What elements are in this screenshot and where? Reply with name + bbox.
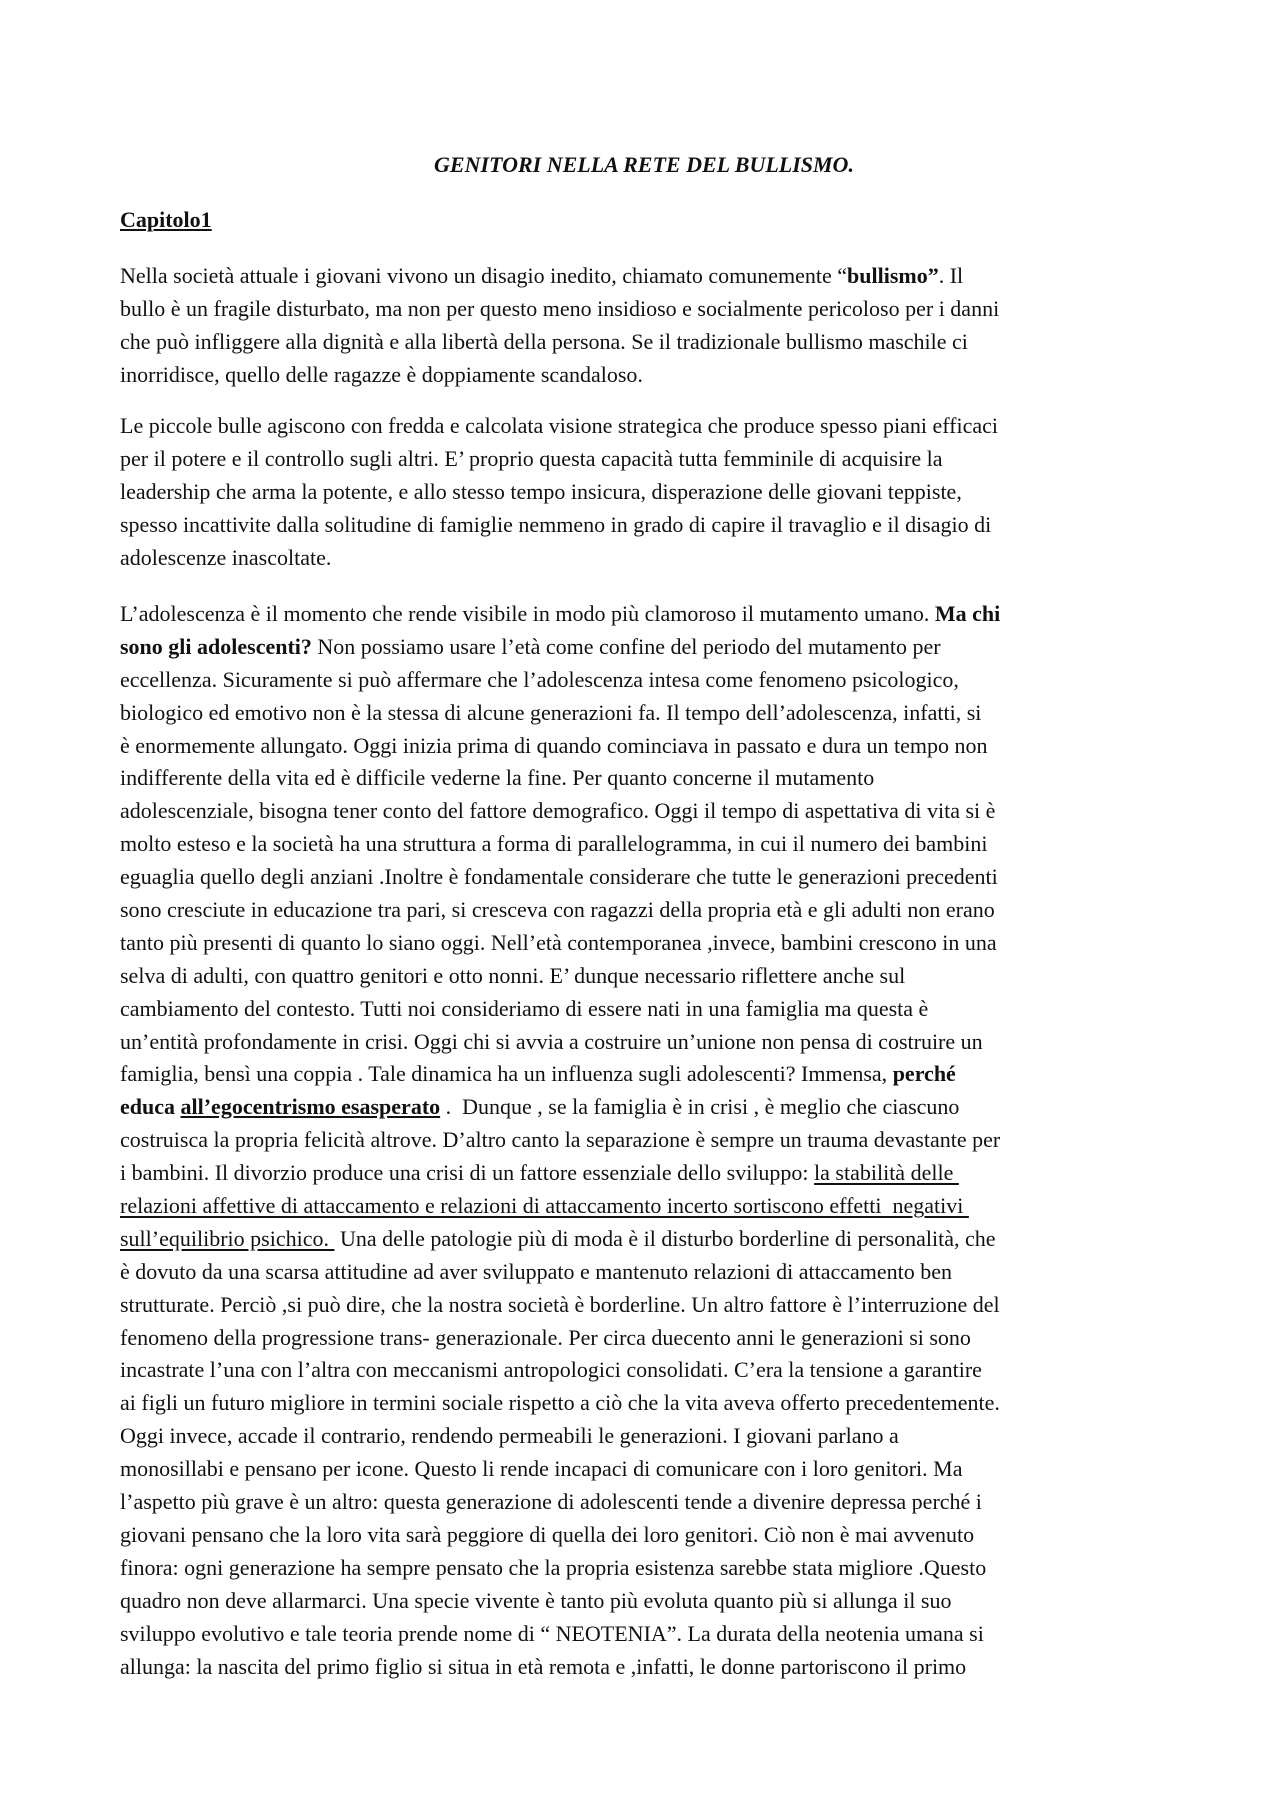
paragraph-line: selva di adulti, con quattro genitori e otto nonni. E’ dunque necessario riflettere anche sul bbox=[120, 962, 906, 988]
underlined-passage: relazioni affettive di attaccamento e relazioni di attaccamento incerto sortiscono effetti negativi bbox=[120, 1193, 969, 1219]
paragraph-line: L’adolescenza è il momento che rende visibile in modo più clamoroso il mutamento umano. Ma chi bbox=[120, 601, 1001, 626]
paragraph-line: per il potere e il controllo sugli altri. E’ proprio questa capacità tutta femminile di acquisire la bbox=[120, 445, 943, 471]
paragraph-line: ai figli un futuro migliore in termini sociale rispetto a ciò che la vita aveva offerto precedentemente. bbox=[120, 1390, 1000, 1416]
paragraph-line: bullo è un fragile disturbato, ma non per questo meno insidioso e socialmente pericoloso per i danni bbox=[120, 295, 1000, 321]
chapter-heading: Capitolo1 bbox=[120, 207, 212, 232]
paragraph-line: adolescenziale, bisogna tener conto del fattore demografico. Oggi il tempo di aspettativa di vita si è bbox=[120, 798, 996, 824]
bold-phrase: perché bbox=[892, 1061, 956, 1087]
paragraph-2 bbox=[120, 410, 1170, 574]
paragraph-line: biologico ed emotivo non è la stessa di alcune generazioni fa. Il tempo dell’adolescenza, infatti, si bbox=[120, 699, 982, 725]
paragraph-line: adolescenze inascoltate. bbox=[120, 544, 332, 570]
paragraph-line: sono cresciute in educazione tra pari, si cresceva con ragazzi della propria età e gli adulti non erano bbox=[120, 897, 995, 923]
paragraph-line: molto esteso e la società ha una struttura a forma di parallelogramma, in cui il numero dei bambini bbox=[120, 831, 988, 857]
paragraph-1 bbox=[120, 260, 1170, 392]
paragraph-3 bbox=[120, 598, 1170, 1683]
bold-phrase: educa bbox=[120, 1094, 181, 1120]
paragraph-line: educa all’egocentrismo esasperato . Dunque , se la famiglia è in crisi , è meglio che ciascuno bbox=[120, 1094, 960, 1120]
bold-question: sono gli adolescenti? bbox=[120, 633, 312, 659]
paragraph-line: che può infliggere alla dignità e alla libertà della persona. Se il tradizionale bullismo maschile ci bbox=[120, 328, 968, 354]
bold-question: Ma chi bbox=[934, 601, 1001, 626]
paragraph-line: eccellenza. Sicuramente si può affermare che l’adolescenza intesa come fenomeno psicologico, bbox=[120, 666, 959, 692]
paragraph-line: Nella società attuale i giovani vivono un disagio inedito, chiamato comunemente “bullismo”. Il bbox=[120, 263, 964, 288]
paragraph-line: Le piccole bulle agiscono con fredda e calcolata visione strategica che produce spesso piani efficaci bbox=[120, 413, 998, 438]
paragraph-line: fenomeno della progressione trans- generazionale. Per circa duecento anni le generazioni si sono bbox=[120, 1324, 971, 1350]
paragraph-line: quadro non deve allarmarci. Una specie vivente è tanto più evoluta quanto più si allunga il suo bbox=[120, 1587, 952, 1613]
paragraph-line: cambiamento del contesto. Tutti noi consideriamo di essere nati in una famiglia ma questa è bbox=[120, 995, 929, 1021]
paragraph-line: costruisca la propria felicità altrove. D’altro canto la separazione è sempre un trauma devastante per bbox=[120, 1127, 1001, 1153]
paragraph-line: tanto più presenti di quanto lo siano oggi. Nell’età contemporanea ,invece, bambini crescono in una bbox=[120, 929, 997, 955]
paragraph-line: famiglia, bensì una coppia . Tale dinamica ha un influenza sugli adolescenti? Immensa, perché bbox=[120, 1061, 956, 1087]
paragraph-line: giovani pensano che la loro vita sarà peggiore di quella dei loro genitori. Ciò non è mai avvenuto bbox=[120, 1521, 975, 1547]
underlined-passage: la stabilità delle bbox=[814, 1160, 959, 1186]
paragraph-line: l’aspetto più grave è un altro: questa generazione di adolescenti tende a divenire depressa perché i bbox=[120, 1489, 982, 1515]
paragraph-line: i bambini. Il divorzio produce una crisi di un fattore essenziale dello sviluppo: la stabilità delle bbox=[120, 1160, 959, 1186]
paragraph-line: è dovuto da una scarsa attitudine ad aver sviluppato e mantenuto relazioni di attaccamento ben bbox=[120, 1258, 953, 1284]
paragraph-line: Oggi invece, accade il contrario, rendendo permeabili le generazioni. I giovani parlano a bbox=[120, 1423, 899, 1449]
bold-term: bullismo” bbox=[847, 263, 939, 288]
paragraph-line: eguaglia quello degli anziani .Inoltre è fondamentale considerare che tutte le generazioni precedenti bbox=[120, 864, 998, 890]
paragraph-line: leadership che arma la potente, e allo stesso tempo insicura, disperazione delle giovani teppiste, bbox=[120, 478, 962, 504]
paragraph-line: allunga: la nascita del primo figlio si situa in età remota e ,infatti, le donne partoriscono il primo bbox=[120, 1653, 967, 1679]
paragraph-line: spesso incattivite dalla solitudine di famiglie nemmeno in grado di capire il travaglio e il disagio di bbox=[120, 511, 992, 537]
paragraph-line: sono gli adolescenti? Non possiamo usare l’età come confine del periodo del mutamento per bbox=[120, 633, 941, 659]
paragraph-line: è enormemente allungato. Oggi inizia prima di quando cominciava in passato e dura un tempo non bbox=[120, 732, 988, 758]
paragraph-line: sull’equilibrio psichico. Una delle patologie più di moda è il disturbo borderline di personalità, che bbox=[120, 1225, 996, 1251]
paragraph-line: indifferente della vita ed è difficile vederne la fine. Per quanto concerne il mutamento bbox=[120, 765, 875, 791]
paragraph-line: sviluppo evolutivo e tale teoria prende nome di “ NEOTENIA”. La durata della neotenia umana si bbox=[120, 1620, 984, 1646]
document-title: GENITORI NELLA RETE DEL BULLISMO. bbox=[434, 152, 854, 177]
paragraph-line: incastrate l’una con l’altra con meccanismi antropologici consolidati. C’era la tensione a garantire bbox=[120, 1357, 982, 1383]
paragraph-line: strutturate. Perciò ,si può dire, che la nostra società è borderline. Un altro fattore è l’interruzione del bbox=[120, 1291, 1000, 1317]
paragraph-line bbox=[120, 1190, 1170, 1223]
underlined-passage: sull’equilibrio psichico. bbox=[120, 1225, 335, 1251]
paragraph-line: finora: ogni generazione ha sempre pensato che la propria esistenza sarebbe stata migliore .Questo bbox=[120, 1554, 987, 1580]
bold-underlined-phrase: all’egocentrismo esasperato bbox=[180, 1094, 441, 1120]
paragraph-line: inorridisce, quello delle ragazze è doppiamente scandaloso. bbox=[120, 361, 643, 387]
paragraph-line: monosillabi e pensano per icone. Questo li rende incapaci di comunicare con i loro genitori. Ma bbox=[120, 1456, 963, 1482]
paragraph-line: un’entità profondamente in crisi. Oggi chi si avvia a costruire un’unione non pensa di costruire un bbox=[120, 1028, 983, 1054]
